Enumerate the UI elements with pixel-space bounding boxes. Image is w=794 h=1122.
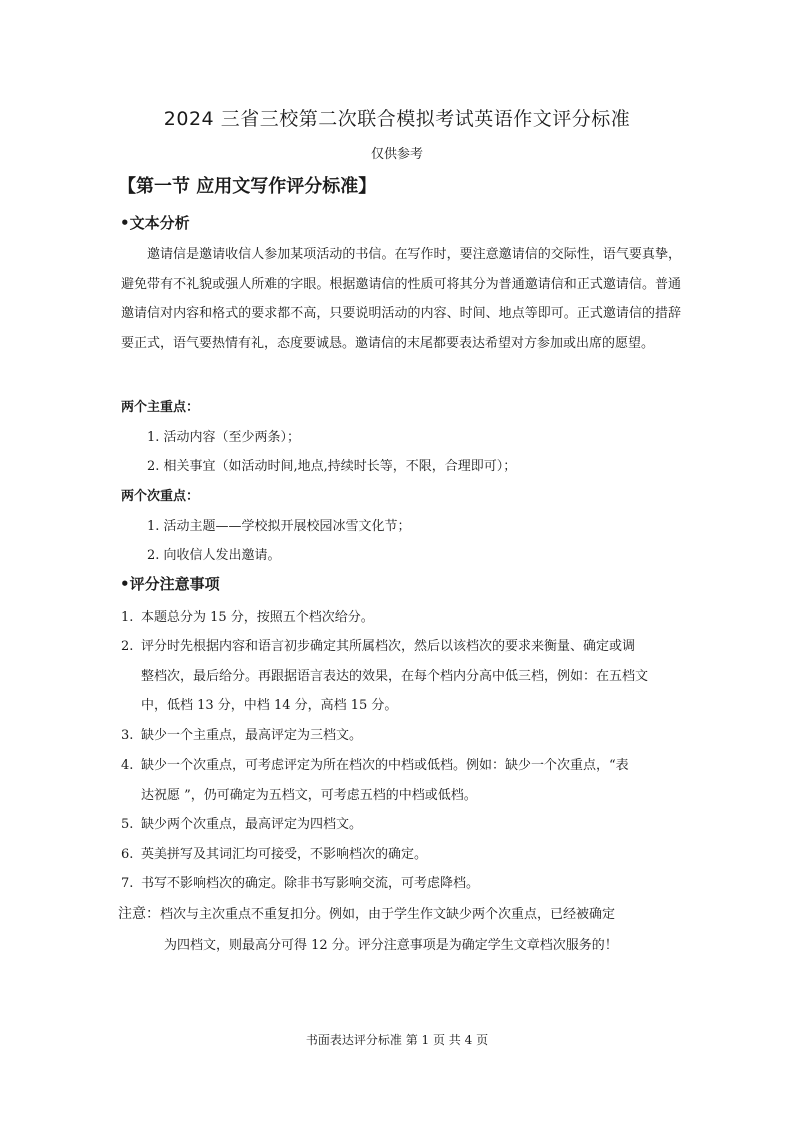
rule-text-continued: 达祝愿 ”，仍可确定为五档文，可考虑五档的中档或低档。 bbox=[141, 787, 477, 803]
text-analysis-paragraph: 邀请信是邀请收信人参加某项活动的书信。在写作时，要注意邀请信的交际性，语气要真挚，避免带有不礼貌或强人所难的字眼。根据邀请信的性质可将其分为普通邀请信和正式邀请信。普通邀请信对内容和格式的要求都不高，只要说明活动的内容、时间、地点等即可。正式邀请信的措辞要正式，语气要热情有礼，态度要诚恳。邀请信的末尾都要表达希望对方参加或出席的愿望。 bbox=[121, 247, 681, 351]
rule-text: 英美拼写及其词汇均可接受，不影响档次的确定。 bbox=[141, 847, 428, 862]
scoring-rule-4 bbox=[121, 751, 683, 810]
secondary-points-label: 两个次重点： bbox=[121, 489, 200, 504]
rule-number: 1. bbox=[121, 610, 134, 625]
main-points-label: 两个主重点： bbox=[121, 400, 200, 415]
note-block bbox=[118, 899, 678, 961]
scoring-rule-3 bbox=[121, 721, 683, 751]
note-text-continued: 为四档文，则最高分可得 12 分。评分注意事项是为确定学生文章档次服务的！ bbox=[164, 938, 618, 953]
scoring-rule-6 bbox=[121, 840, 683, 870]
rule-text: 缺少一个次重点，可考虑评定为所在档次的中档或低档。例如：缺少一个次重点，“表 bbox=[141, 758, 629, 773]
rule-number: 3. bbox=[121, 728, 134, 743]
rule-text: 缺少两个次重点，最高评定为四档文。 bbox=[141, 817, 363, 832]
rule-text: 评分时先根据内容和语言初步确定其所属档次，然后以该档次的要求来衡量、确定或调 bbox=[141, 639, 636, 654]
rule-number: 4. bbox=[121, 758, 134, 773]
rule-text: 本题总分为 15 分，按照五个档次给分。 bbox=[141, 610, 374, 625]
scoring-notes-heading: •评分注意事项 bbox=[120, 575, 220, 593]
rule-text: 书写不影响档次的确定。除非书写影响交流，可考虑降档。 bbox=[141, 876, 480, 891]
document-subtitle: 仅供参考 bbox=[370, 147, 423, 162]
secondary-point-item-1: 1. 活动主题——学校拟开展校园冰雪文化节； bbox=[147, 519, 411, 534]
scoring-rule-2 bbox=[121, 632, 683, 721]
rule-number: 2. bbox=[121, 639, 134, 654]
rule-text: 缺少一个主重点，最高评定为三档文。 bbox=[141, 728, 363, 743]
document-title: 2024 三省三校第二次联合模拟考试英语作文评分标准 bbox=[163, 108, 631, 130]
section-header: 【第一节 应用文写作评分标准】 bbox=[118, 176, 377, 197]
page-footer: 书面表达评分标准 第 1 页 共 4 页 bbox=[305, 1033, 489, 1047]
scoring-rule-1 bbox=[121, 603, 683, 633]
note-lead: 注意： bbox=[118, 906, 160, 922]
main-point-item-2: 2. 相关事宜（如活动时间,地点,持续时长等，不限，合理即可）； bbox=[147, 459, 517, 474]
rule-text-continued: 中，低档 13 分，中档 14 分，高档 15 分。 bbox=[141, 698, 398, 713]
rule-number: 5. bbox=[121, 817, 134, 832]
rule-number: 7. bbox=[121, 876, 134, 891]
scoring-rule-5 bbox=[121, 810, 683, 840]
rule-number: 6. bbox=[121, 847, 134, 862]
note-text: 档次与主次重点不重复扣分。例如，由于学生作文缺少两个次重点，已经被确定 bbox=[160, 907, 616, 922]
main-point-item-1: 1. 活动内容（至少两条）； bbox=[147, 430, 301, 445]
rule-text-continued: 整档次，最后给分。再跟据语言表达的效果，在每个档内分高中低三档，例如：在五档文 bbox=[141, 668, 649, 684]
secondary-point-item-2: 2. 向收信人发出邀请。 bbox=[147, 548, 281, 563]
text-analysis-heading: •文本分析 bbox=[120, 214, 190, 232]
scoring-rule-7 bbox=[121, 869, 683, 899]
